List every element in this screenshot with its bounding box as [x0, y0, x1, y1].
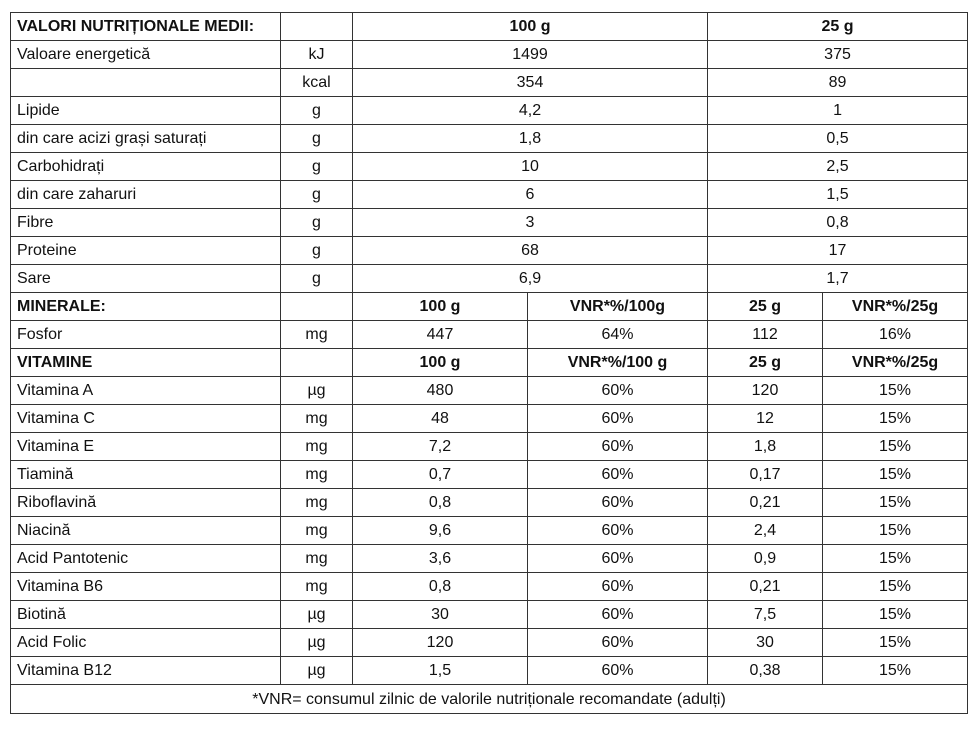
value-100g: 3	[353, 209, 708, 237]
table-row	[11, 181, 968, 209]
value-25g: 17	[708, 237, 968, 265]
value-100g: 6	[353, 181, 708, 209]
unit-cell: g	[281, 237, 353, 265]
table-row	[11, 69, 968, 97]
vnr-100g: 64%	[528, 321, 708, 349]
value-100g: 1,5	[353, 657, 528, 685]
value-25g: 0,21	[708, 489, 823, 517]
unit-cell: mg	[281, 517, 353, 545]
footnote-row	[11, 685, 968, 714]
unit-cell: mg	[281, 461, 353, 489]
value-25g: 0,21	[708, 573, 823, 601]
value-25g: 1	[708, 97, 968, 125]
vnr-25g: 16%	[823, 321, 968, 349]
minerals-header-row	[11, 293, 968, 321]
vnr-100g: 60%	[528, 573, 708, 601]
header-row	[11, 13, 968, 41]
vnr-100g: 60%	[528, 545, 708, 573]
vnr-100g: 60%	[528, 489, 708, 517]
value-100g: 1499	[353, 41, 708, 69]
value-25g: 0,38	[708, 657, 823, 685]
nutrient-name	[11, 69, 281, 97]
unit-cell: g	[281, 265, 353, 293]
value-25g: 0,8	[708, 209, 968, 237]
vnr-25g: 15%	[823, 405, 968, 433]
value-25g: 2,4	[708, 517, 823, 545]
unit-cell: µg	[281, 377, 353, 405]
value-25g: 0,17	[708, 461, 823, 489]
vnr-25g: 15%	[823, 377, 968, 405]
table-title: VALORI NUTRIȚIONALE MEDII:	[11, 13, 281, 41]
unit-cell: g	[281, 125, 353, 153]
vnr-25g: 15%	[823, 657, 968, 685]
value-25g: 112	[708, 321, 823, 349]
nutrient-name: Sare	[11, 265, 281, 293]
table-row	[11, 125, 968, 153]
value-100g: 3,6	[353, 545, 528, 573]
nutrient-name: Biotină	[11, 601, 281, 629]
unit-cell: µg	[281, 657, 353, 685]
vnr-100g: 60%	[528, 461, 708, 489]
nutrient-name: Niacină	[11, 517, 281, 545]
nutrient-name: Tiamină	[11, 461, 281, 489]
unit-cell: g	[281, 181, 353, 209]
table-row	[11, 601, 968, 629]
table-row	[11, 265, 968, 293]
table-row	[11, 545, 968, 573]
table-row	[11, 461, 968, 489]
value-100g: 9,6	[353, 517, 528, 545]
value-25g: 1,8	[708, 433, 823, 461]
minerals-title: MINERALE:	[11, 293, 281, 321]
vnr-25g: 15%	[823, 433, 968, 461]
unit-header-cell	[281, 349, 353, 377]
value-100g: 68	[353, 237, 708, 265]
unit-cell: g	[281, 153, 353, 181]
value-100g: 1,8	[353, 125, 708, 153]
value-100g: 10	[353, 153, 708, 181]
value-100g: 447	[353, 321, 528, 349]
vnr-100g: 60%	[528, 405, 708, 433]
unit-cell: kcal	[281, 69, 353, 97]
vnr-25g: 15%	[823, 517, 968, 545]
nutrient-name: din care zaharuri	[11, 181, 281, 209]
footnote: *VNR= consumul zilnic de valorile nutriționale recomandate (adulți)	[11, 685, 968, 714]
vitamins-header-row	[11, 349, 968, 377]
table-row	[11, 489, 968, 517]
table-row	[11, 405, 968, 433]
vnr-100g: 60%	[528, 377, 708, 405]
nutrient-name: Proteine	[11, 237, 281, 265]
table-row	[11, 41, 968, 69]
vnr-100g: 60%	[528, 433, 708, 461]
vnr-25g: 15%	[823, 629, 968, 657]
nutrient-name: Vitamina C	[11, 405, 281, 433]
nutrient-name: Acid Folic	[11, 629, 281, 657]
table-row	[11, 237, 968, 265]
unit-cell: mg	[281, 433, 353, 461]
vnr-25g: 15%	[823, 489, 968, 517]
unit-cell: mg	[281, 545, 353, 573]
unit-cell: µg	[281, 629, 353, 657]
vnr-100g: 60%	[528, 629, 708, 657]
unit-cell: mg	[281, 405, 353, 433]
vnr-25g: 15%	[823, 461, 968, 489]
table-row	[11, 377, 968, 405]
value-100g: 354	[353, 69, 708, 97]
value-25g: 0,9	[708, 545, 823, 573]
unit-cell: mg	[281, 321, 353, 349]
unit-header-cell	[281, 13, 353, 41]
table-row	[11, 629, 968, 657]
value-25g: 2,5	[708, 153, 968, 181]
nutrient-name: Acid Pantotenic	[11, 545, 281, 573]
table-row	[11, 433, 968, 461]
value-25g: 375	[708, 41, 968, 69]
col-vnr100-header: VNR*%/100 g	[528, 349, 708, 377]
value-25g: 30	[708, 629, 823, 657]
table-row	[11, 517, 968, 545]
col-100g-header: 100 g	[353, 349, 528, 377]
value-25g: 7,5	[708, 601, 823, 629]
col-25g-header: 25 g	[708, 349, 823, 377]
value-100g: 48	[353, 405, 528, 433]
vnr-100g: 60%	[528, 657, 708, 685]
unit-cell: mg	[281, 573, 353, 601]
vnr-25g: 15%	[823, 601, 968, 629]
table-row	[11, 209, 968, 237]
value-100g: 7,2	[353, 433, 528, 461]
col-vnr100-header: VNR*%/100g	[528, 293, 708, 321]
value-100g: 0,8	[353, 573, 528, 601]
value-100g: 4,2	[353, 97, 708, 125]
nutrient-name: Vitamina E	[11, 433, 281, 461]
nutrient-name: Fosfor	[11, 321, 281, 349]
vnr-100g: 60%	[528, 601, 708, 629]
table-row	[11, 97, 968, 125]
nutrient-name: Vitamina B12	[11, 657, 281, 685]
value-25g: 1,7	[708, 265, 968, 293]
value-25g: 120	[708, 377, 823, 405]
nutrient-name: Valoare energetică	[11, 41, 281, 69]
vnr-25g: 15%	[823, 545, 968, 573]
unit-cell: g	[281, 97, 353, 125]
col-100g-header: 100 g	[353, 13, 708, 41]
vitamins-title: VITAMINE	[11, 349, 281, 377]
nutrient-name: Carbohidrați	[11, 153, 281, 181]
value-100g: 6,9	[353, 265, 708, 293]
table-row	[11, 321, 968, 349]
nutrient-name: Lipide	[11, 97, 281, 125]
nutrient-name: Fibre	[11, 209, 281, 237]
col-vnr25-header: VNR*%/25g	[823, 349, 968, 377]
unit-cell: g	[281, 209, 353, 237]
unit-cell: kJ	[281, 41, 353, 69]
col-vnr25-header: VNR*%/25g	[823, 293, 968, 321]
col-100g-header: 100 g	[353, 293, 528, 321]
value-25g: 1,5	[708, 181, 968, 209]
col-25g-header: 25 g	[708, 13, 968, 41]
value-25g: 12	[708, 405, 823, 433]
nutrition-table	[10, 12, 968, 714]
unit-cell: µg	[281, 601, 353, 629]
nutrient-name: Riboflavină	[11, 489, 281, 517]
unit-header-cell	[281, 293, 353, 321]
nutrient-name: Vitamina A	[11, 377, 281, 405]
col-25g-header: 25 g	[708, 293, 823, 321]
value-25g: 0,5	[708, 125, 968, 153]
value-100g: 120	[353, 629, 528, 657]
vnr-100g: 60%	[528, 517, 708, 545]
table-row	[11, 153, 968, 181]
value-100g: 0,8	[353, 489, 528, 517]
unit-cell: mg	[281, 489, 353, 517]
value-25g: 89	[708, 69, 968, 97]
nutrient-name: Vitamina B6	[11, 573, 281, 601]
value-100g: 0,7	[353, 461, 528, 489]
value-100g: 30	[353, 601, 528, 629]
table-row	[11, 657, 968, 685]
nutrient-name: din care acizi grași saturați	[11, 125, 281, 153]
table-row	[11, 573, 968, 601]
value-100g: 480	[353, 377, 528, 405]
vnr-25g: 15%	[823, 573, 968, 601]
